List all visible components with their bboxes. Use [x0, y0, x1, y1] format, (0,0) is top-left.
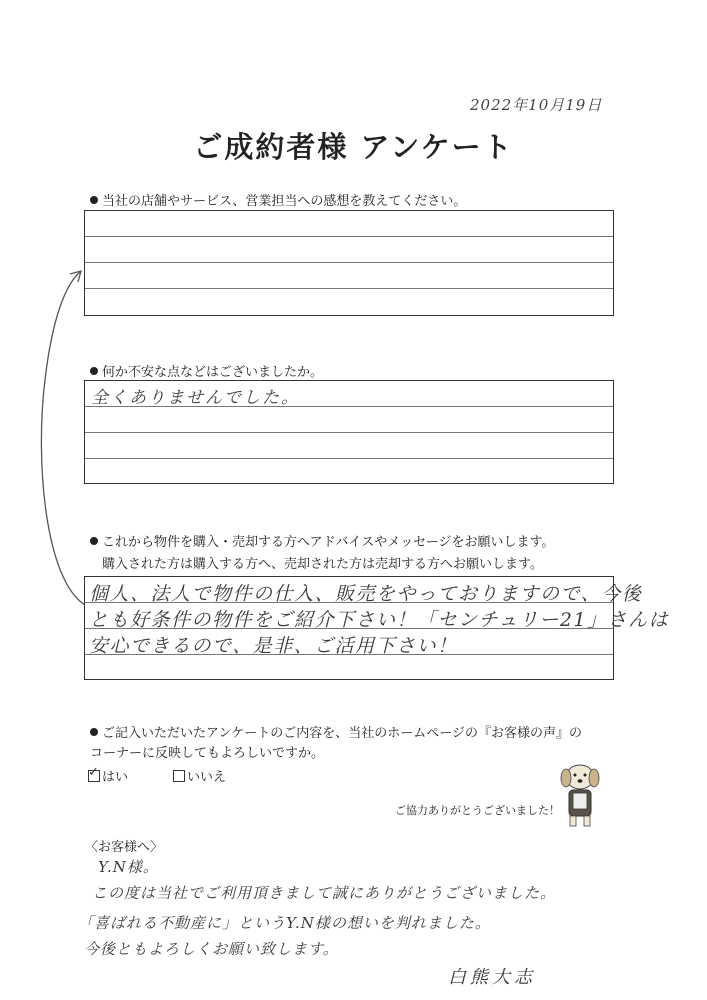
question-4-text-line2: コーナーに反映してもよろしいですか。 [90, 746, 325, 761]
question-3 [90, 531, 554, 550]
reply-header: 〈お客様へ〉 [85, 840, 164, 855]
signature: 白熊大志 [448, 967, 536, 988]
survey-date: 2022年10月19日 [470, 96, 603, 114]
consent-no-checkbox[interactable] [173, 766, 226, 785]
bullet-icon [90, 196, 98, 204]
answer-3-line: 安心できるので、是非、ご活用下さい！ [89, 635, 458, 657]
consent-no-label: いいえ [187, 770, 227, 785]
bullet-icon [90, 728, 98, 736]
question-1 [90, 190, 466, 209]
unchecked-box-icon [173, 770, 185, 782]
question-1-text: 当社の店舗やサービス、営業担当への感想を教えてください。 [102, 194, 467, 209]
answer-1-box[interactable] [84, 210, 614, 316]
checked-box-icon [88, 770, 100, 782]
reply-line: この度は当社でご利用頂きまして誠にありがとうございました。 [92, 884, 557, 902]
answer-2-text: 全くありませんでした。 [91, 388, 300, 408]
question-3-text-line1: これから物件を購入・売却する方へアドバイスやメッセージをお願いします。 [102, 535, 555, 550]
consent-yes-checkbox[interactable] [88, 766, 128, 785]
question-3-text-line2: 購入された方は購入する方へ、売却された方は売却する方へお願いします。 [102, 557, 543, 572]
dog-mascot-icon [555, 760, 605, 830]
answer-3-box[interactable] [84, 576, 670, 680]
question-4 [90, 722, 582, 741]
thanks-message: ご協力ありがとうございました！ [395, 804, 560, 817]
consent-yes-label: はい [102, 770, 129, 785]
question-2-text: 何か不安な点などはございましたか。 [102, 365, 324, 380]
answer-2-box[interactable] [84, 380, 614, 484]
reply-line: 「喜ばれる不動産に」というY.N様の想いを判れました。 [78, 914, 491, 932]
question-2 [90, 361, 323, 380]
page-title: ご成約者様 アンケート [193, 130, 514, 164]
reply-line: Y.N様。 [98, 858, 159, 876]
bullet-icon [90, 367, 98, 375]
answer-3-line: とも好条件の物件をご紹介下さい！「センチュリー21」さんは [89, 609, 670, 631]
answer-3-line: 個人、法人で物件の仕入、販売をやっておりますので、今後 [89, 583, 643, 605]
reply-line: 今後ともよろしくお願い致します。 [84, 940, 339, 958]
bullet-icon [90, 537, 98, 545]
question-4-text-line1: ご記入いただいたアンケートのご内容を、当社のホームページの『お客様の声』の [102, 726, 582, 741]
